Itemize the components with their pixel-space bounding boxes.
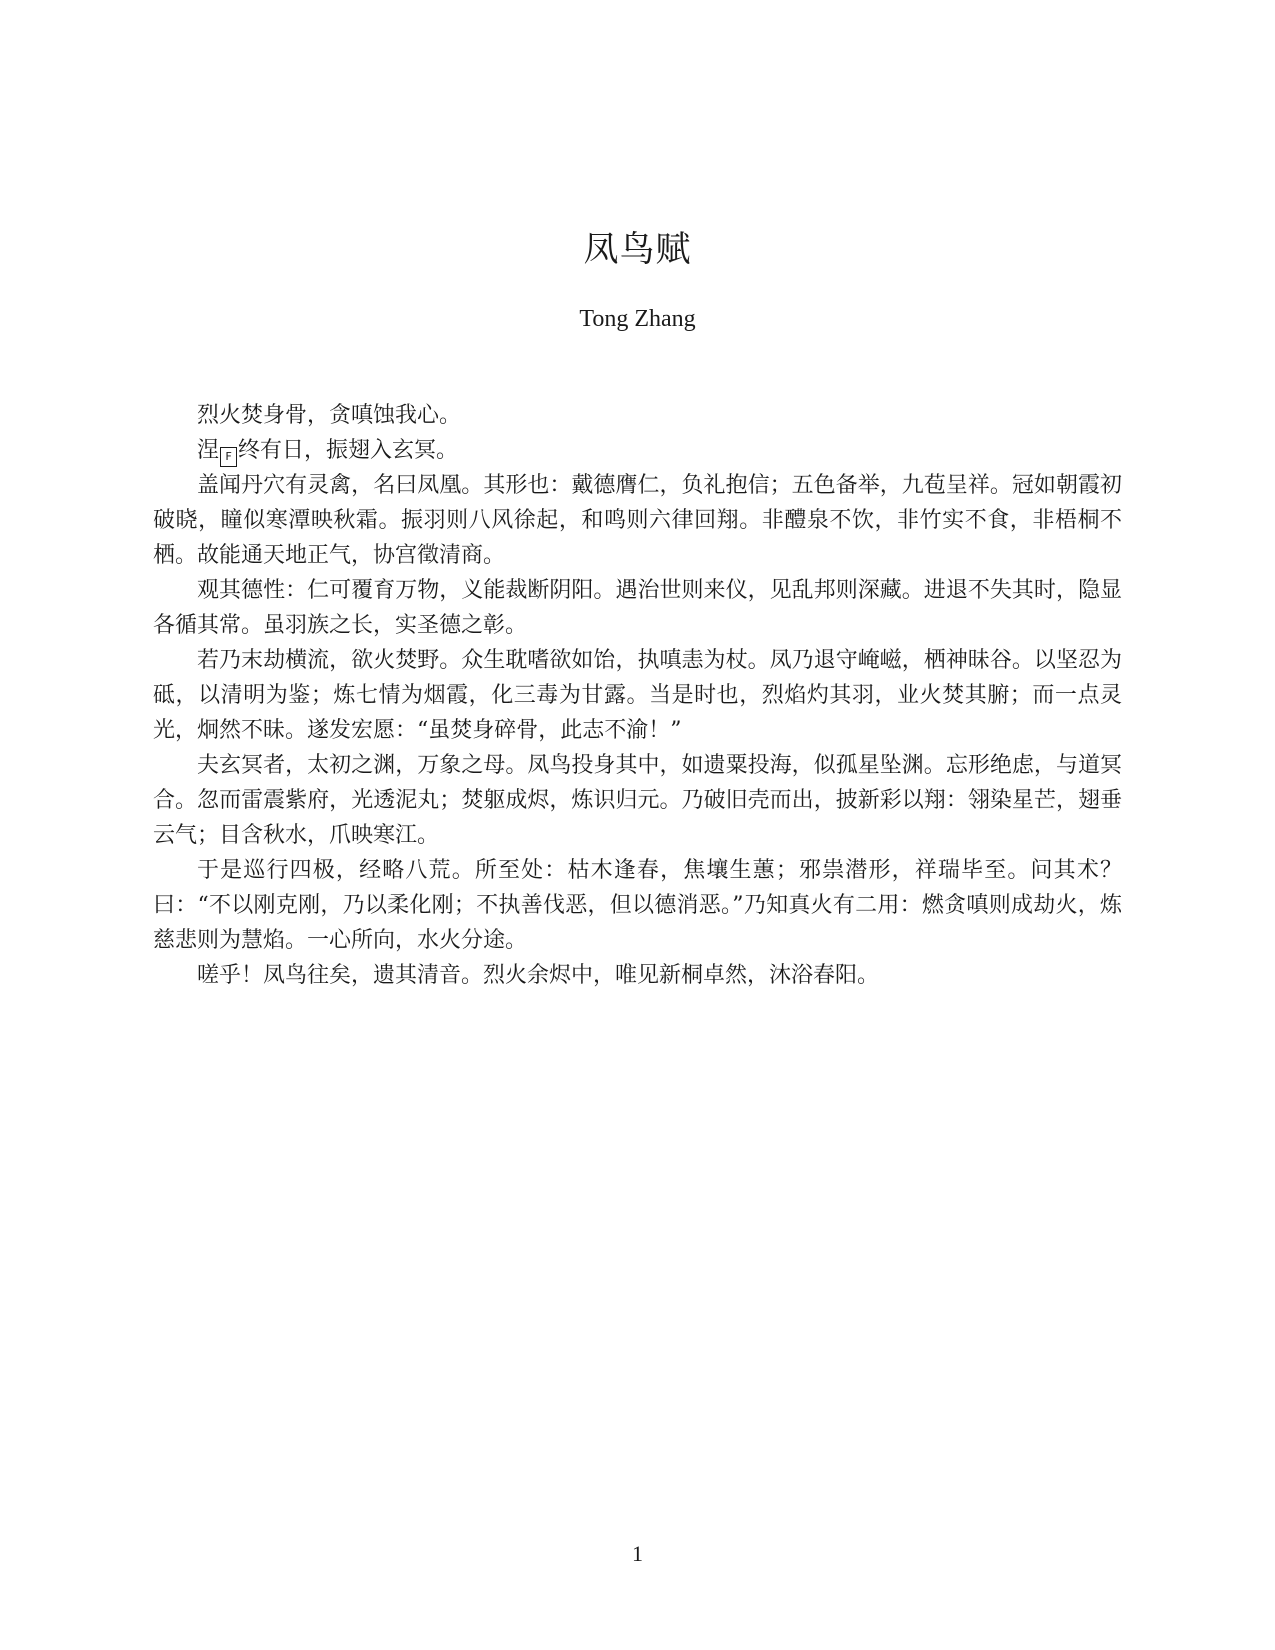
paragraph-4: 观其德性：仁可覆育万物，义能裁断阴阳。遇治世则来仪，见乱邦则深藏。进退不失其时，隐显各循其常。虽羽族之长，实圣德之彰。 [153,578,1122,638]
paragraph-5: 若乃末劫横流，欲火焚野。众生耽嗜欲如饴，执嗔恚为杖。凤乃退守崦嵫，栖神昧谷。以坚忍为砥，以清明为鉴；炼七情为烟霞，化三毒为甘露。当是时也，烈焰灼其羽，业火焚其腑；而一点灵光，炯然不昧。遂发宏愿：“虽焚身碎骨，此志不渝！” [153,648,1122,743]
poem-body [153,398,1122,993]
page-number: 1 [632,1541,643,1566]
paragraph-1: 烈火焚身骨，贪嗔蚀我心。 [197,403,462,428]
document-title: 凤鸟赋 [583,230,692,270]
paragraph-2-text-before: 涅 [197,438,220,463]
paragraph-3: 盖闻丹穴有灵禽，名曰凤凰。其形也：戴德膺仁，负礼抱信；五色备举，九苞呈祥。冠如朝霞初破晓，瞳似寒潭映秋霜。振羽则八风徐起，和鸣则六律回翔。非醴泉不饮，非竹实不食，非梧桐不栖。故能通天地正气，协宫徵清商。 [153,473,1122,568]
paragraph-6: 夫玄冥者，太初之渊，万象之母。凤鸟投身其中，如遗粟投海，似孤星坠渊。忘形绝虑，与道冥合。忽而雷震紫府，光透泥丸；焚躯成烬，炼识归元。乃破旧壳而出，披新彩以翔：翎染星芒，翅垂云气；目含秋水，爪映寒江。 [153,753,1122,848]
missing-glyph-box: F [220,447,237,467]
document-author: Tong Zhang [579,306,696,332]
paragraph-7: 于是巡行四极，经略八荒。所至处：枯木逢春，焦壤生蕙；邪祟潜形，祥瑞毕至。问其术？曰：“不以刚克刚，乃以柔化刚；不执善伐恶，但以德消恶。”乃知真火有二用：燃贪嗔则成劫火，炼慈悲则为慧焰。一心所向，水火分途。 [153,858,1122,953]
paragraph-2-text-after: 终有日，振翅入玄冥。 [238,438,459,463]
paragraph-8: 嗟乎！凤鸟往矣，遗其清音。烈火余烬中，唯见新桐卓然，沐浴春阳。 [197,963,880,988]
paragraph-2 [153,433,1122,468]
